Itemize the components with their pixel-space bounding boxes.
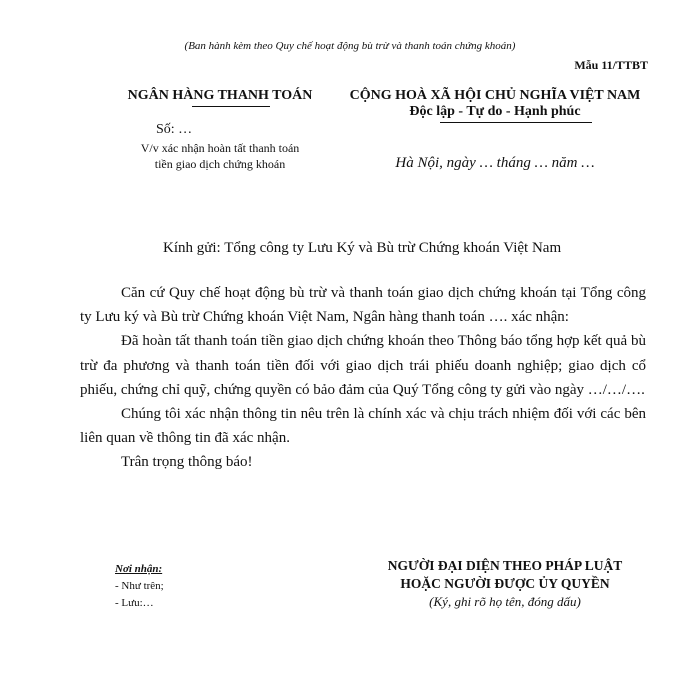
- subject-line-1: V/v xác nhận hoàn tất thanh toán: [140, 141, 300, 155]
- issued-note: (Ban hành kèm theo Quy chế hoạt động bù trừ và thanh toán chứng khoán): [184, 40, 516, 52]
- subject-line-2: tiền giao dịch chứng khoán: [154, 157, 286, 171]
- receiver-item-2: - Lưu:…: [115, 597, 154, 609]
- signer-line-2: HOẶC NGƯỜI ĐƯỢC ỦY QUYỀN: [400, 576, 610, 591]
- body-paragraph-2: Đã hoàn tất thanh toán tiền giao dịch chứng khoán theo Thông báo tổng hợp kết quả bù trừ đa phương và thanh toán tiền đối với giao dịch trái phiếu doanh nghiệp; giao dịch cổ phiếu, chứng chỉ quỹ, chứng quyền có bảo đảm của Quý Tổng công ty gửi vào ngày …/…/….: [80, 333, 646, 398]
- recipient-line: Kính gửi: Tổng công ty Lưu Ký và Bù trừ Chứng khoán Việt Nam: [163, 240, 562, 256]
- document-subject: [110, 140, 330, 172]
- nation-title: CỘNG HOÀ XÃ HỘI CHỦ NGHĨA VIỆT NAM: [349, 88, 641, 103]
- body-paragraph-3: Chúng tôi xác nhận thông tin nêu trên là chính xác và chịu trách nhiệm đối với các bên liên quan về thông tin đã xác nhận.: [80, 406, 646, 447]
- signer-line-1: NGƯỜI ĐẠI DIỆN THEO PHÁP LUẬT: [387, 558, 623, 573]
- national-motto: Độc lập - Tự do - Hạnh phúc: [409, 104, 581, 119]
- bank-name-underline: [192, 106, 270, 107]
- body-paragraph-1: Căn cứ Quy chế hoạt động bù trừ và thanh toán giao dịch chứng khoán tại Tổng công ty Lưu ký và Bù trừ Chứng khoán Việt Nam, Ngân hàng thanh toán …. xác nhận:: [80, 285, 646, 326]
- place-date: Hà Nội, ngày … tháng … năm …: [395, 155, 595, 171]
- body-paragraph-4: Trân trọng thông báo!: [121, 454, 253, 471]
- signer-note: (Ký, ghi rõ họ tên, đóng dấu): [429, 594, 581, 609]
- signer-block: [345, 557, 665, 611]
- document-number: Số: …: [156, 122, 193, 137]
- form-code: Mẫu 11/TTBT: [574, 58, 648, 72]
- motto-underline: [440, 122, 592, 123]
- letter-body: [80, 281, 646, 475]
- bank-name: NGÂN HÀNG THANH TOÁN: [127, 88, 313, 103]
- receivers-block: [115, 561, 164, 612]
- receiver-item-1: - Như trên;: [115, 580, 164, 592]
- receivers-title: Nơi nhận:: [115, 563, 163, 575]
